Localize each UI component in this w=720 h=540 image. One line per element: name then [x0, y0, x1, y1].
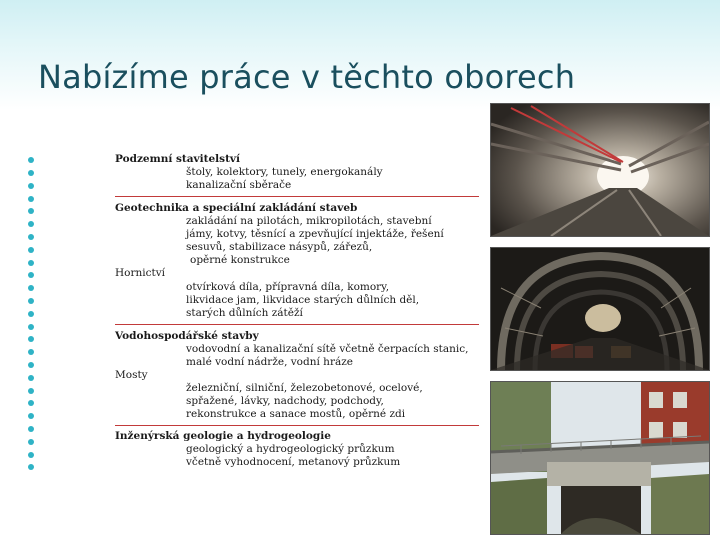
section-item: malé vodní nádrže, vodní hráze: [186, 356, 353, 368]
section-heading-geology: Inženýrská geologie a hydrogeologie: [115, 430, 331, 442]
section-item: sesuvů, stabilizace násypů, zářezů,: [186, 241, 373, 253]
mine-photo: [490, 247, 710, 371]
section-item: jámy, kotvy, těsnící a zpevňující injektáže, řešení: [186, 228, 444, 240]
section-heading-underground: Podzemní stavitelství: [115, 153, 241, 165]
section-separator: [115, 324, 479, 325]
section-item: likvidace jam, likvidace starých důlních děl,: [186, 294, 420, 306]
slide-title: Nabízíme práce v těchto oborech: [38, 58, 576, 96]
section-item: opěrné konstrukce: [190, 254, 290, 266]
section-heading-bridges: Mosty: [115, 369, 148, 381]
section-item: štoly, kolektory, tunely, energokanály: [186, 166, 383, 178]
section-item: rekonstrukce a sanace mostů, opěrné zdi: [186, 408, 406, 420]
section-item: kanalizační sběrače: [186, 179, 292, 191]
section-heading-mining: Hornictví: [115, 267, 166, 279]
section-separator: [115, 196, 479, 197]
section-item: železniční, silniční, železobetonové, ocelové,: [186, 382, 423, 394]
section-heading-geotechnics: Geotechnika a speciální zakládání staveb: [115, 202, 358, 214]
section-item: včetně vyhodnocení, metanový průzkum: [186, 456, 401, 468]
section-heading-water: Vodohospodářské stavby: [115, 330, 259, 342]
section-separator: [115, 425, 479, 426]
section-item: otvírková díla, přípravná díla, komory,: [186, 281, 390, 293]
section-item: spřažené, lávky, nadchody, podchody,: [186, 395, 384, 407]
bridge-photo: [490, 381, 710, 535]
section-item: starých důlních zátěží: [186, 307, 303, 319]
tunnel-photo: [490, 103, 710, 237]
section-item: geologický a hydrogeologický průzkum: [186, 443, 395, 455]
section-item: vodovodní a kanalizační sítě včetně čerpacích stanic,: [186, 343, 469, 355]
section-item: zakládání na pilotách, mikropilotách, stavební: [186, 215, 432, 227]
